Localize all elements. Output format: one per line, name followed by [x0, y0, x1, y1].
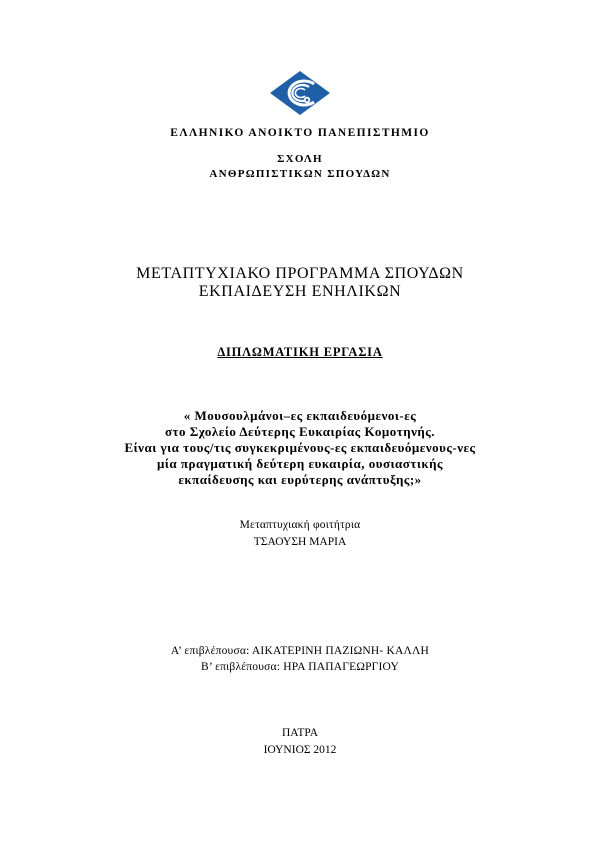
thesis-type-heading: ΔΙΠΛΩΜΑΤΙΚΗ ΕΡΓΑΣΙΑ [217, 345, 383, 359]
first-supervisor: Α’ επιβλέπουσα: ΑΙΚΑΤΕΡΙΝΗ ΠΑΖΙΩΝΗ- ΚΑΛΛΗ [170, 645, 430, 657]
city: ΠΑΤΡΑ [281, 727, 319, 739]
thesis-title-line: στο Σχολείο Δεύτερης Ευκαιρίας Κομοτηνής. [164, 424, 436, 439]
thesis-title-line: εκπαίδευσης και ευρύτερης ανάπτυξης;» [178, 472, 422, 487]
thesis-title-line: Είναι για τους/τις συγκεκριμένους-ες εκπαιδευόμενους-νες [124, 440, 476, 455]
thesis-title-line: μία πραγματική δεύτερη ευκαιρία, ουσιαστικής [157, 456, 443, 471]
second-supervisor: Β’ επιβλέπουσα: ΗΡΑ ΠΑΠΑΓΕΩΡΓΙΟΥ [200, 661, 399, 673]
student-name: ΤΣΑΟΥΣΗ ΜΑΡΙΑ [253, 536, 347, 548]
student-role-label: Μεταπτυχιακή φοιτήτρια [239, 519, 361, 531]
school-label: ΣΧΟΛΗ [277, 153, 323, 165]
program-title: ΜΕΤΑΠΤΥΧΙΑΚΟ ΠΡΟΓΡΑΜΜΑ ΣΠΟΥΔΩΝ [136, 265, 464, 282]
school-name: ΑΝΘΡΩΠΙΣΤΙΚΩΝ ΣΠΟΥΔΩΝ [209, 168, 391, 180]
university-name: ΕΛΛΗΝΙΚΟ ΑΝΟΙΚΤΟ ΠΑΝΕΠΙΣΤΗΜΙΟ [170, 127, 430, 139]
university-emblem-icon [269, 70, 331, 116]
thesis-title-line: « Μουσουλμάνοι–ες εκπαιδευόμενοι-ες [183, 408, 417, 423]
submission-date: ΙΟΥΝΙΟΣ 2012 [263, 744, 337, 756]
program-name: ΕΚΠΑΙΔΕΥΣΗ ΕΝΗΛΙΚΩΝ [198, 283, 402, 300]
